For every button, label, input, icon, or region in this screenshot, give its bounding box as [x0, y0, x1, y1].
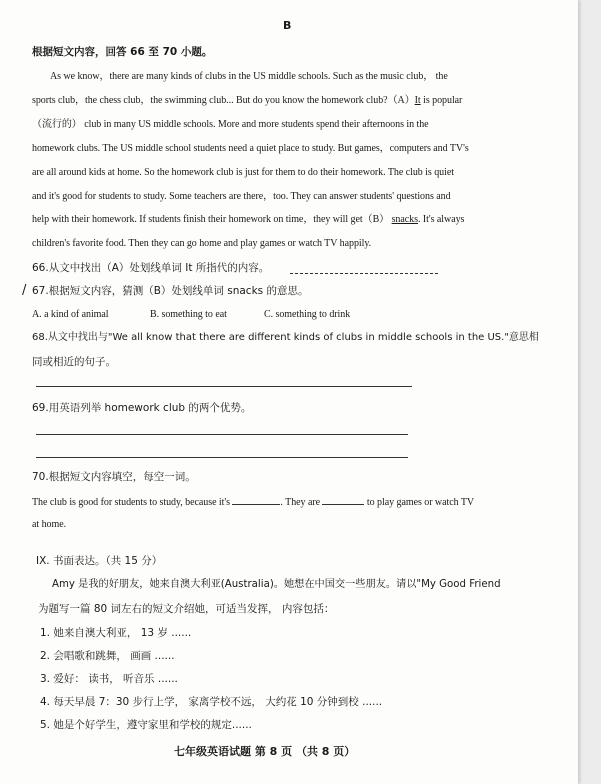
passage-line-7 — [32, 215, 464, 225]
q66-answer-line[interactable] — [290, 273, 438, 274]
q69-answer-line-1[interactable] — [36, 434, 408, 435]
writing-intro-line-1: Amy 是我的好朋友，她来自澳大利亚(Australia)。她想在中国交一些朋友。请以"My Good Friend — [52, 579, 501, 590]
writing-point-1: 1. 她来自澳大利亚， 13 岁 ...... — [40, 627, 192, 639]
q67-option-a: A. a kind of animal — [32, 309, 109, 320]
passage-line-7-text: help with their homework. If students finish their homework on time，they will get（B） — [32, 214, 392, 225]
question-70: 70.根据短文内容填空，每空一词。 — [32, 471, 196, 483]
passage-line-2 — [32, 96, 462, 106]
question-69: 69.用英语列举 homework club 的两个优势。 — [32, 402, 252, 414]
question-68-line-2: 同或相近的句子。 — [32, 356, 116, 368]
passage-line-7-tail: . It's always — [417, 214, 465, 225]
passage-line-2-text: sports club，the chess club，the swimming club... But do you know the homework club?（A） — [32, 95, 415, 106]
margin-mark: / — [22, 283, 27, 298]
question-66: 66.从文中找出（A）处划线单词 It 所指代的内容。 — [32, 262, 270, 274]
question-67: 67.根据短文内容，猜测（B）处划线单词 snacks 的意思。 — [32, 285, 309, 297]
writing-intro-line-2: 为题写一篇 80 词左右的短文介绍她，可适当发挥， 内容包括： — [38, 603, 335, 615]
q70-blank-1[interactable] — [232, 495, 280, 505]
passage-line-4: homework clubs. The US middle school students need a quiet place to study. But games，computers and TV's — [32, 143, 469, 154]
page-footer: 七年级英语试题 第 8 页 （共 8 页） — [174, 745, 356, 758]
passage-line-3: （流行的） club in many US middle schools. More and more students spend their afternoons in the — [32, 119, 429, 130]
underlined-word-it: It — [414, 95, 421, 106]
writing-point-5: 5. 她是个好学生，遵守家里和学校的规定...... — [40, 719, 252, 731]
writing-point-2: 2. 会唱歌和跳舞， 画画 ...... — [40, 650, 175, 662]
q67-option-b: B. something to eat — [150, 309, 227, 320]
passage-line-1: As we know，there are many kinds of clubs in the US middle schools. Such as the music club， the — [50, 71, 448, 82]
q69-answer-line-2[interactable] — [36, 457, 408, 458]
passage-line-2-tail: is popular — [420, 95, 463, 106]
q70-sentence-part-c: to play games or watch TV — [366, 497, 475, 508]
q67-option-c: C. something to drink — [264, 309, 351, 320]
passage-line-5: are all around kids at home. So the homework club is just for them to do their homework. The club is quiet — [32, 167, 454, 178]
q70-blank-2[interactable] — [322, 495, 364, 505]
writing-section-title: IX. 书面表达。（共 15 分） — [36, 555, 163, 567]
q70-sentence-part-a: The club is good for students to study, because it's — [32, 497, 230, 508]
passage-line-6: and it's good for students to study. Some teachers are there，too. They can answer students' questions and — [32, 191, 451, 202]
q70-sentence-part-b: . They are — [280, 497, 320, 508]
q70-sentence — [32, 495, 474, 508]
underlined-word-snacks: snacks — [391, 214, 418, 225]
q70-sentence-end: at home. — [32, 519, 67, 530]
reading-instruction: 根据短文内容，回答 66 至 70 小题。 — [32, 46, 213, 58]
question-68-line-1: 68.从文中找出与"We all know that there are different kinds of clubs in middle schools in the US."意思相 — [32, 332, 539, 343]
q68-answer-line[interactable] — [36, 386, 412, 387]
writing-point-3: 3. 爱好： 读书， 听音乐 ...... — [40, 673, 178, 685]
passage-line-8: children's favorite food. Then they can go home and play games or watch TV happily. — [32, 238, 372, 249]
section-letter: B — [283, 19, 292, 32]
writing-point-4: 4. 每天早晨 7：30 步行上学， 家离学校不远， 大约花 10 分钟到校 ...... — [40, 696, 383, 708]
